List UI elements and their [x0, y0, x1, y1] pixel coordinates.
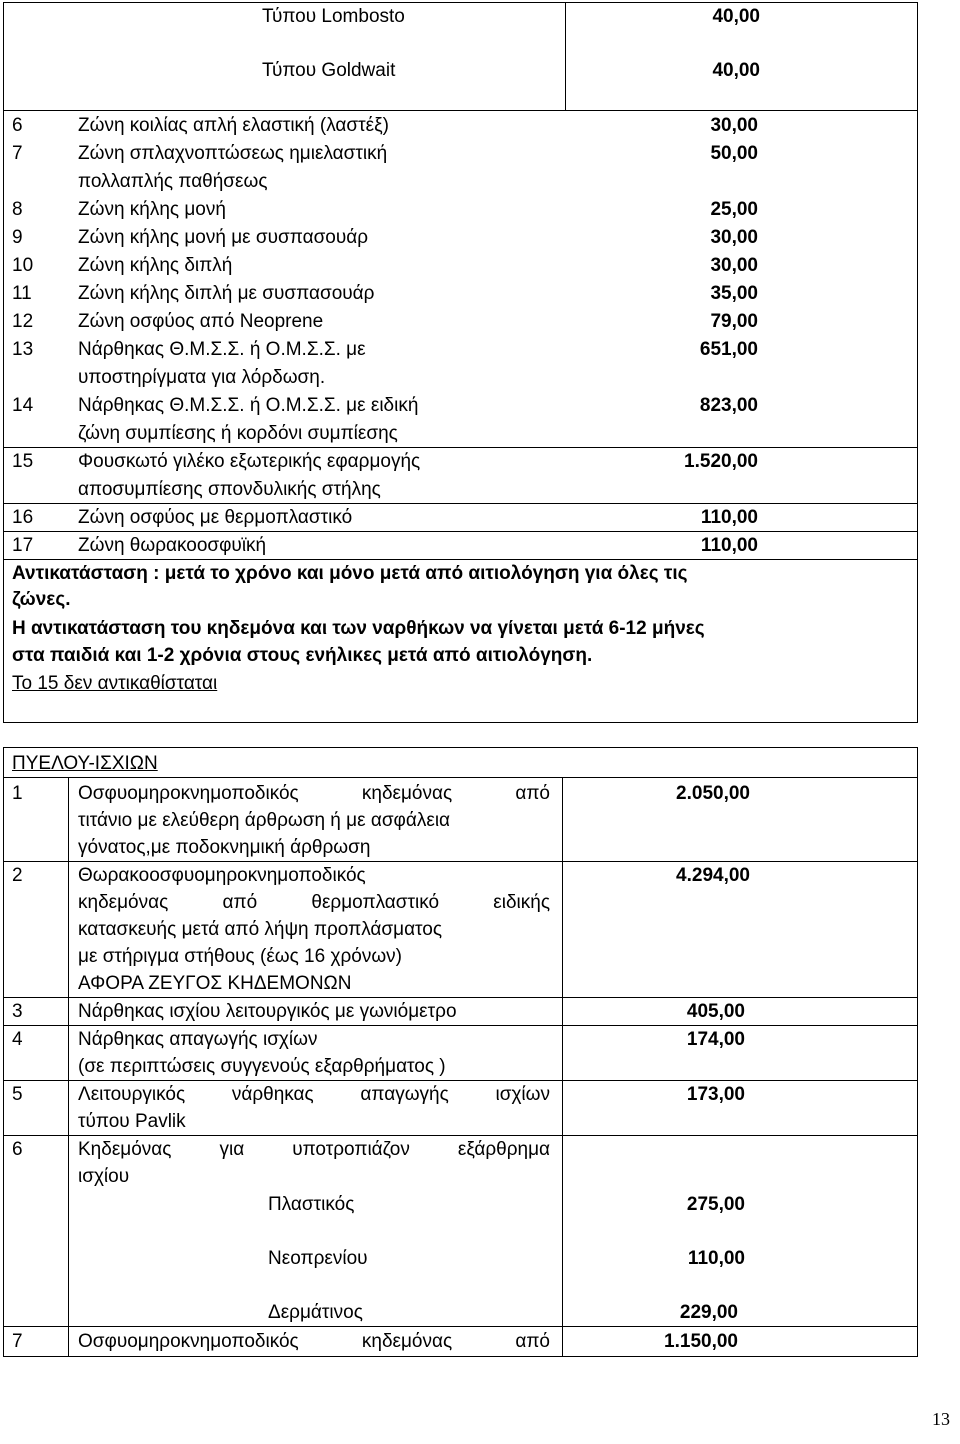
row-description: Ζώνη κοιλίας απλή ελαστική (λαστέξ) [78, 115, 389, 136]
row-number: 6 [12, 115, 23, 136]
row-description: Ζώνη θωρακοοσφυϊκή [78, 535, 267, 556]
row-description: Ζώνη κήλης μονή με συσπασουάρ [78, 227, 369, 248]
column-divider [565, 2, 566, 111]
row-price: 173,00 [686, 1084, 745, 1105]
variant-label: Τύπου Lombosto [262, 6, 405, 27]
note-line: στα παιδιά και 1-2 χρόνια στους ενήλικες μετά από αιτιολόγηση. [12, 645, 593, 666]
row-description: Νάρθηκας Θ.Μ.Σ.Σ. ή Ο.Μ.Σ.Σ. με ειδική [78, 395, 419, 416]
row-description: (σε περιπτώσεις συγγενούς εξαρθρήματος ) [78, 1056, 446, 1077]
page-number: 13 [932, 1409, 950, 1429]
row-description: ζώνη συμπίεσης ή κορδόνι συμπίεσης [78, 423, 398, 444]
row-number: 15 [12, 451, 34, 472]
note-line: ζώνες. [12, 589, 71, 610]
row-description: Λειτουργικός νάρθηκας απαγωγής ισχίων [78, 1084, 550, 1105]
row-description: Νάρθηκας ισχίου λειτουργικός με γωνιόμετρο [78, 1001, 457, 1022]
row-number: 3 [12, 1001, 23, 1022]
row-price: 1.150,00 [664, 1331, 738, 1352]
row-divider [3, 531, 918, 532]
row-divider [3, 1135, 918, 1136]
row-description: Οσφυομηροκνημοποδικός κηδεμόνας από [78, 1331, 550, 1352]
row-number: 1 [12, 783, 23, 804]
row-description: ΑΦΟΡΑ ΖΕΥΓΟΣ ΚΗΔΕΜΟΝΩΝ [78, 973, 352, 994]
row-price: 35,00 [710, 283, 758, 304]
row-description: υποστηρίγματα για λόρδωση. [78, 367, 326, 388]
row-description: Νάρθηκας Θ.Μ.Σ.Σ. ή Ο.Μ.Σ.Σ. με [78, 339, 366, 360]
note-line: Το 15 δεν αντικαθίσταται [12, 673, 218, 694]
row-price: 110,00 [700, 535, 758, 556]
row-description: γόνατος,με ποδοκνημική άρθρωση [78, 837, 371, 858]
row-price: 30,00 [710, 227, 758, 248]
row-price: 405,00 [686, 1001, 745, 1022]
row-number: 6 [12, 1139, 23, 1160]
row-description: Ζώνη οσφύος από Neoprene [78, 311, 324, 332]
row-description: τιτάνιο με ελεύθερη άρθρωση ή με ασφάλεια [78, 810, 451, 831]
row-number: 13 [12, 339, 34, 360]
row-price: 30,00 [710, 255, 758, 276]
row-price: 110,00 [700, 507, 758, 528]
row-divider [3, 1025, 918, 1026]
row-description: κατασκευής μετά από λήψη προπλάσματος [78, 919, 443, 940]
note-line: Αντικατάσταση : μετά το χρόνο και μόνο μετά από αιτιολόγηση για όλες τις [12, 563, 688, 584]
row-description: αποσυμπίεσης σπονδυλικής στήλης [78, 479, 381, 500]
row-price: 50,00 [710, 143, 758, 164]
row-description: ισχίου [78, 1166, 130, 1187]
note-line: Η αντικατάσταση του κηδεμόνα και των ναρθήκων να γίνεται μετά 6-12 μήνες [12, 618, 705, 639]
column-divider [68, 777, 69, 1357]
row-number: 16 [12, 507, 34, 528]
row-description: Ζώνη κήλης διπλή με συσπασουάρ [78, 283, 375, 304]
row-price: 823,00 [699, 395, 758, 416]
row-description: Ζώνη κήλης μονή [78, 199, 226, 220]
row-description: Φουσκωτό γιλέκο εξωτερικής εφαρμογής [78, 451, 421, 472]
row-divider [3, 1080, 918, 1081]
row-description: κηδεμόνας από θερμοπλαστικό ειδικής [78, 892, 550, 913]
variant-price: 40,00 [712, 60, 760, 81]
section-title: ΠΥΕΛΟΥ-ΙΣΧΙΩΝ [12, 753, 158, 774]
row-number: 12 [12, 311, 34, 332]
row-divider [3, 861, 918, 862]
row-price: 4.294,00 [676, 865, 750, 886]
row-divider [3, 503, 918, 504]
variant-price: 229,00 [679, 1302, 738, 1323]
row-price: 30,00 [710, 115, 758, 136]
row-divider [3, 559, 918, 560]
row-description: Ζώνη σπλαχνοπτώσεως ημιελαστική [78, 143, 388, 164]
row-description: Ζώνη κήλης διπλή [78, 255, 233, 276]
row-divider [3, 1326, 918, 1327]
row-number: 8 [12, 199, 23, 220]
column-divider [562, 777, 563, 1357]
row-divider [3, 997, 918, 998]
row-number: 2 [12, 865, 23, 886]
row-number: 9 [12, 227, 23, 248]
row-price: 2.050,00 [676, 783, 750, 804]
variant-label: Πλαστικός [268, 1194, 355, 1215]
variant-price: 110,00 [687, 1248, 745, 1269]
row-price: 25,00 [710, 199, 758, 220]
row-number: 7 [12, 143, 23, 164]
variant-price: 40,00 [712, 6, 760, 27]
row-price: 174,00 [686, 1029, 745, 1050]
row-number: 5 [12, 1084, 23, 1105]
row-description: Ζώνη οσφύος με θερμοπλαστικό [78, 507, 353, 528]
row-number: 11 [12, 283, 32, 304]
row-description: με στήριγμα στήθους (έως 16 χρόνων) [78, 946, 402, 967]
row-description: Κηδεμόνας για υποτροπιάζον εξάρθρημα [78, 1139, 550, 1160]
row-number: 17 [12, 535, 34, 556]
variant-label: Νεοπρενίου [268, 1248, 368, 1269]
table-divider [3, 110, 918, 111]
row-description: Νάρθηκας απαγωγής ισχίων [78, 1029, 318, 1050]
row-number: 14 [12, 395, 34, 416]
row-description: τύπου Pavlik [78, 1111, 186, 1132]
row-number: 4 [12, 1029, 23, 1050]
variant-price: 275,00 [686, 1194, 745, 1215]
variant-label: Τύπου Goldwait [262, 60, 396, 81]
row-price: 651,00 [699, 339, 758, 360]
row-description: Θωρακοοσφυομηροκνημοποδικός [78, 865, 366, 886]
row-number: 7 [12, 1331, 23, 1352]
variant-label: Δερμάτινος [268, 1302, 363, 1323]
row-description: Οσφυομηροκνημοποδικός κηδεμόνας από [78, 783, 550, 804]
row-description: πολλαπλής παθήσεως [78, 171, 268, 192]
row-divider [3, 777, 918, 778]
row-divider [3, 447, 918, 448]
row-number: 10 [12, 255, 34, 276]
row-price: 79,00 [710, 311, 758, 332]
row-price: 1.520,00 [684, 451, 758, 472]
